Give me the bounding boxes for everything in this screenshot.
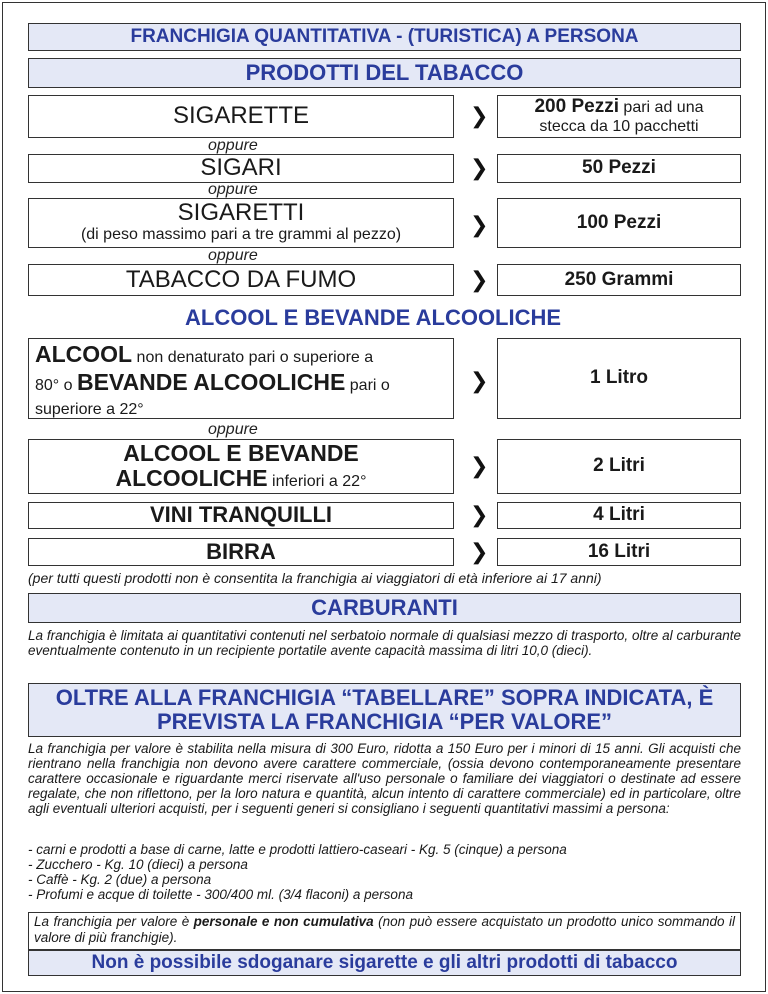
chevron-right-icon: ❯	[470, 368, 489, 393]
sigari-label: SIGARI	[28, 154, 454, 183]
oppure-label: oppure	[208, 421, 258, 438]
value-items	[28, 842, 741, 902]
value-box-text1: La franchigia per valore è	[34, 914, 194, 929]
chevron-right-icon: ❯	[470, 267, 489, 292]
page-title: FRANCHIGIA QUANTITATIVA - (TURISTICA) A PERSONA	[28, 23, 741, 51]
alcool1-big2: BEVANDE ALCOOLICHE	[76, 369, 346, 395]
vini-label: VINI TRANQUILLI	[28, 502, 454, 529]
value-title-line1: OLTRE ALLA FRANCHIGIA “TABELLARE” SOPRA INDICATA, È	[55, 685, 714, 710]
sigari-qty: 50 Pezzi	[497, 154, 741, 183]
list-item: - Profumi e acque di toilette - 300/400 ml. (3/4 flaconi) a persona	[28, 887, 413, 902]
chevron-right-icon: ❯	[470, 453, 489, 478]
sigarette-qty	[497, 95, 741, 138]
alcool2-big2: ALCOOLICHE	[115, 465, 268, 491]
sigaretti-box	[28, 198, 454, 248]
list-item: - Caffè - Kg. 2 (due) a persona	[28, 872, 212, 887]
alcool1-text2: 80° o	[35, 377, 77, 394]
chevron-right-icon: ❯	[470, 212, 489, 237]
alcool1-text4: superiore a 22°	[35, 401, 144, 418]
footer-warning: Non è possibile sdoganare sigarette e gli altri prodotti di tabacco	[28, 950, 741, 976]
alcool2-qty: 2 Litri	[497, 439, 741, 494]
oppure-label: oppure	[208, 137, 258, 154]
value-box	[28, 912, 741, 950]
alcool1-big1: ALCOOL	[35, 341, 133, 367]
sigarette-qty-bold: 200 Pezzi	[534, 96, 619, 117]
vini-qty: 4 Litri	[497, 502, 741, 529]
sigaretti-label: SIGARETTI	[177, 199, 305, 226]
sigarette-qty-rest1: pari ad una	[618, 99, 704, 116]
chevron-right-icon: ❯	[470, 502, 489, 527]
alcool1-qty: 1 Litro	[497, 338, 741, 419]
tabacco-qty: 250 Grammi	[497, 264, 741, 296]
alcool1-text1: non denaturato pari o superiore a	[132, 349, 374, 366]
value-box-text2: (non può essere acquistato un prodotto unico sommando il valore di più franchigie).	[34, 914, 736, 945]
value-title	[28, 683, 741, 737]
tobacco-title: PRODOTTI DEL TABACCO	[28, 58, 741, 88]
alcool2-text: inferiori a 22°	[267, 473, 367, 490]
sigaretti-note: (di peso massimo pari a tre grammi al pezzo)	[80, 226, 402, 243]
value-box-bold: personale e non cumulativa	[193, 914, 374, 929]
chevron-right-icon: ❯	[470, 103, 489, 128]
birra-qty: 16 Litri	[497, 538, 741, 566]
alcool2-box	[28, 439, 454, 494]
tabacco-label: TABACCO DA FUMO	[28, 264, 454, 296]
alcool2-big1: ALCOOL E BEVANDE	[123, 440, 359, 466]
fuel-title: CARBURANTI	[28, 593, 741, 623]
sigarette-label: SIGARETTE	[28, 95, 454, 138]
birra-label: BIRRA	[28, 538, 454, 566]
alcool1-text3: pari o	[345, 377, 390, 394]
alcohol-title: ALCOOL E BEVANDE ALCOOLICHE	[185, 305, 562, 330]
alcool1-box	[28, 338, 454, 419]
sigaretti-qty: 100 Pezzi	[497, 198, 741, 248]
chevron-right-icon: ❯	[470, 155, 489, 180]
value-title-line2: PREVISTA LA FRANCHIGIA “PER VALORE”	[156, 709, 613, 734]
oppure-label: oppure	[208, 181, 258, 198]
oppure-label: oppure	[208, 247, 258, 264]
list-item: - carni e prodotti a base di carne, latte e prodotti lattiero-caseari - Kg. 5 (cinque) a persona	[28, 842, 567, 857]
sigarette-qty-rest2: stecca da 10 pacchetti	[539, 118, 699, 135]
age-note: (per tutti questi prodotti non è consentita la franchigia ai viaggiatori di età inferiore ai 17 anni)	[28, 570, 602, 586]
list-item: - Zucchero - Kg. 10 (dieci) a persona	[28, 857, 248, 872]
fuel-text: La franchigia è limitata ai quantitativi contenuti nel serbatoio normale di qualsiasi mezzo di trasporto, oltre al carburante eventualmente contenuto in un recipiente portatile avente capacità massima di litri 10,0 (dieci).	[28, 628, 741, 658]
chevron-right-icon: ❯	[470, 539, 489, 564]
value-text: La franchigia per valore è stabilita nella misura di 300 Euro, ridotta a 150 Euro per i minori di 15 anni. Gli acquisti che rientrano nella franchigia non devono avere carattere commerciale, (ossia devono contemporaneamente presentare carattere occasionale e riguardante merci riservate all'uso personale o familiare dei viaggiatori o destinate ad essere regalate, che non riflettono, per la loro natura e quantità, alcun intento di carattere commerciale) ed in particolare, oltre agli eventuali ulteriori acquisti, per i seguenti generi si consigliano i seguenti quantitativi massimi a persona:	[28, 741, 741, 816]
